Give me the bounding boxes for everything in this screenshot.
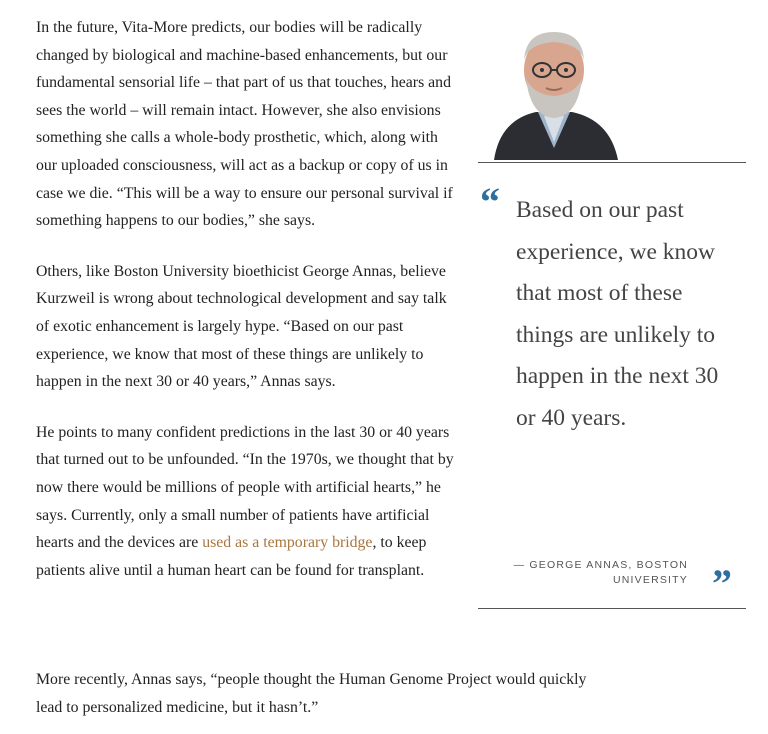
divider-bottom [478,608,746,609]
open-quote-icon: “ [480,179,500,224]
pull-quote-text: Based on our past experience, we know that most of these things are unlikely to happen in the next 30 or 40 years. [516,197,719,431]
paragraph-text: , to keep patients alive until a human heart can be found for transplant. [36,534,427,579]
paragraph-annas: Others, like Boston University bioethicist George Annas, believe Kurzweil is wrong about technological development and say talk of exotic enhancement is largely hype. “Based on our past experience, we know that most of these things are unlikely to happen in the next 30 or 40 years,” Annas says. [36,262,447,391]
paragraph-vita-more: In the future, Vita-More predicts, our bodies will be radically changed by biological and machine-based enhancements, but our fundamental sensorial life – that part of us that touches, hears and sees the world – will remain intact. However, she also envisions something she calls a whole-body prosthetic, which, along with our uploaded consciousness, will act as a backup or copy of us in case we die. “This will be a way to ensure our personal survival if something happens to our bodies,” she says. [36,19,453,230]
paragraph-text: He points to many confident predictions in the last 30 or 40 years that turned out to be unfounded. “In the 1970s, we thought that by now there would be millions of people with artificial hearts,” he says. Currently, only a small number of patients have artificial hearts and the devices are [36,423,454,552]
article-body [36,14,456,607]
divider-top [478,162,746,163]
author-portrait [486,20,622,160]
temporary-bridge-link[interactable]: used as a temporary bridge [202,534,373,552]
paragraph-predictions [36,419,456,585]
paragraph-genome: More recently, Annas says, “people thought the Human Genome Project would quickly lead to personalized medicine, but it hasn’t.” [36,671,587,716]
close-quote-icon: ” [712,561,732,606]
pull-quote-attribution: — GEORGE ANNAS, BOSTON UNIVERSITY [513,559,688,586]
